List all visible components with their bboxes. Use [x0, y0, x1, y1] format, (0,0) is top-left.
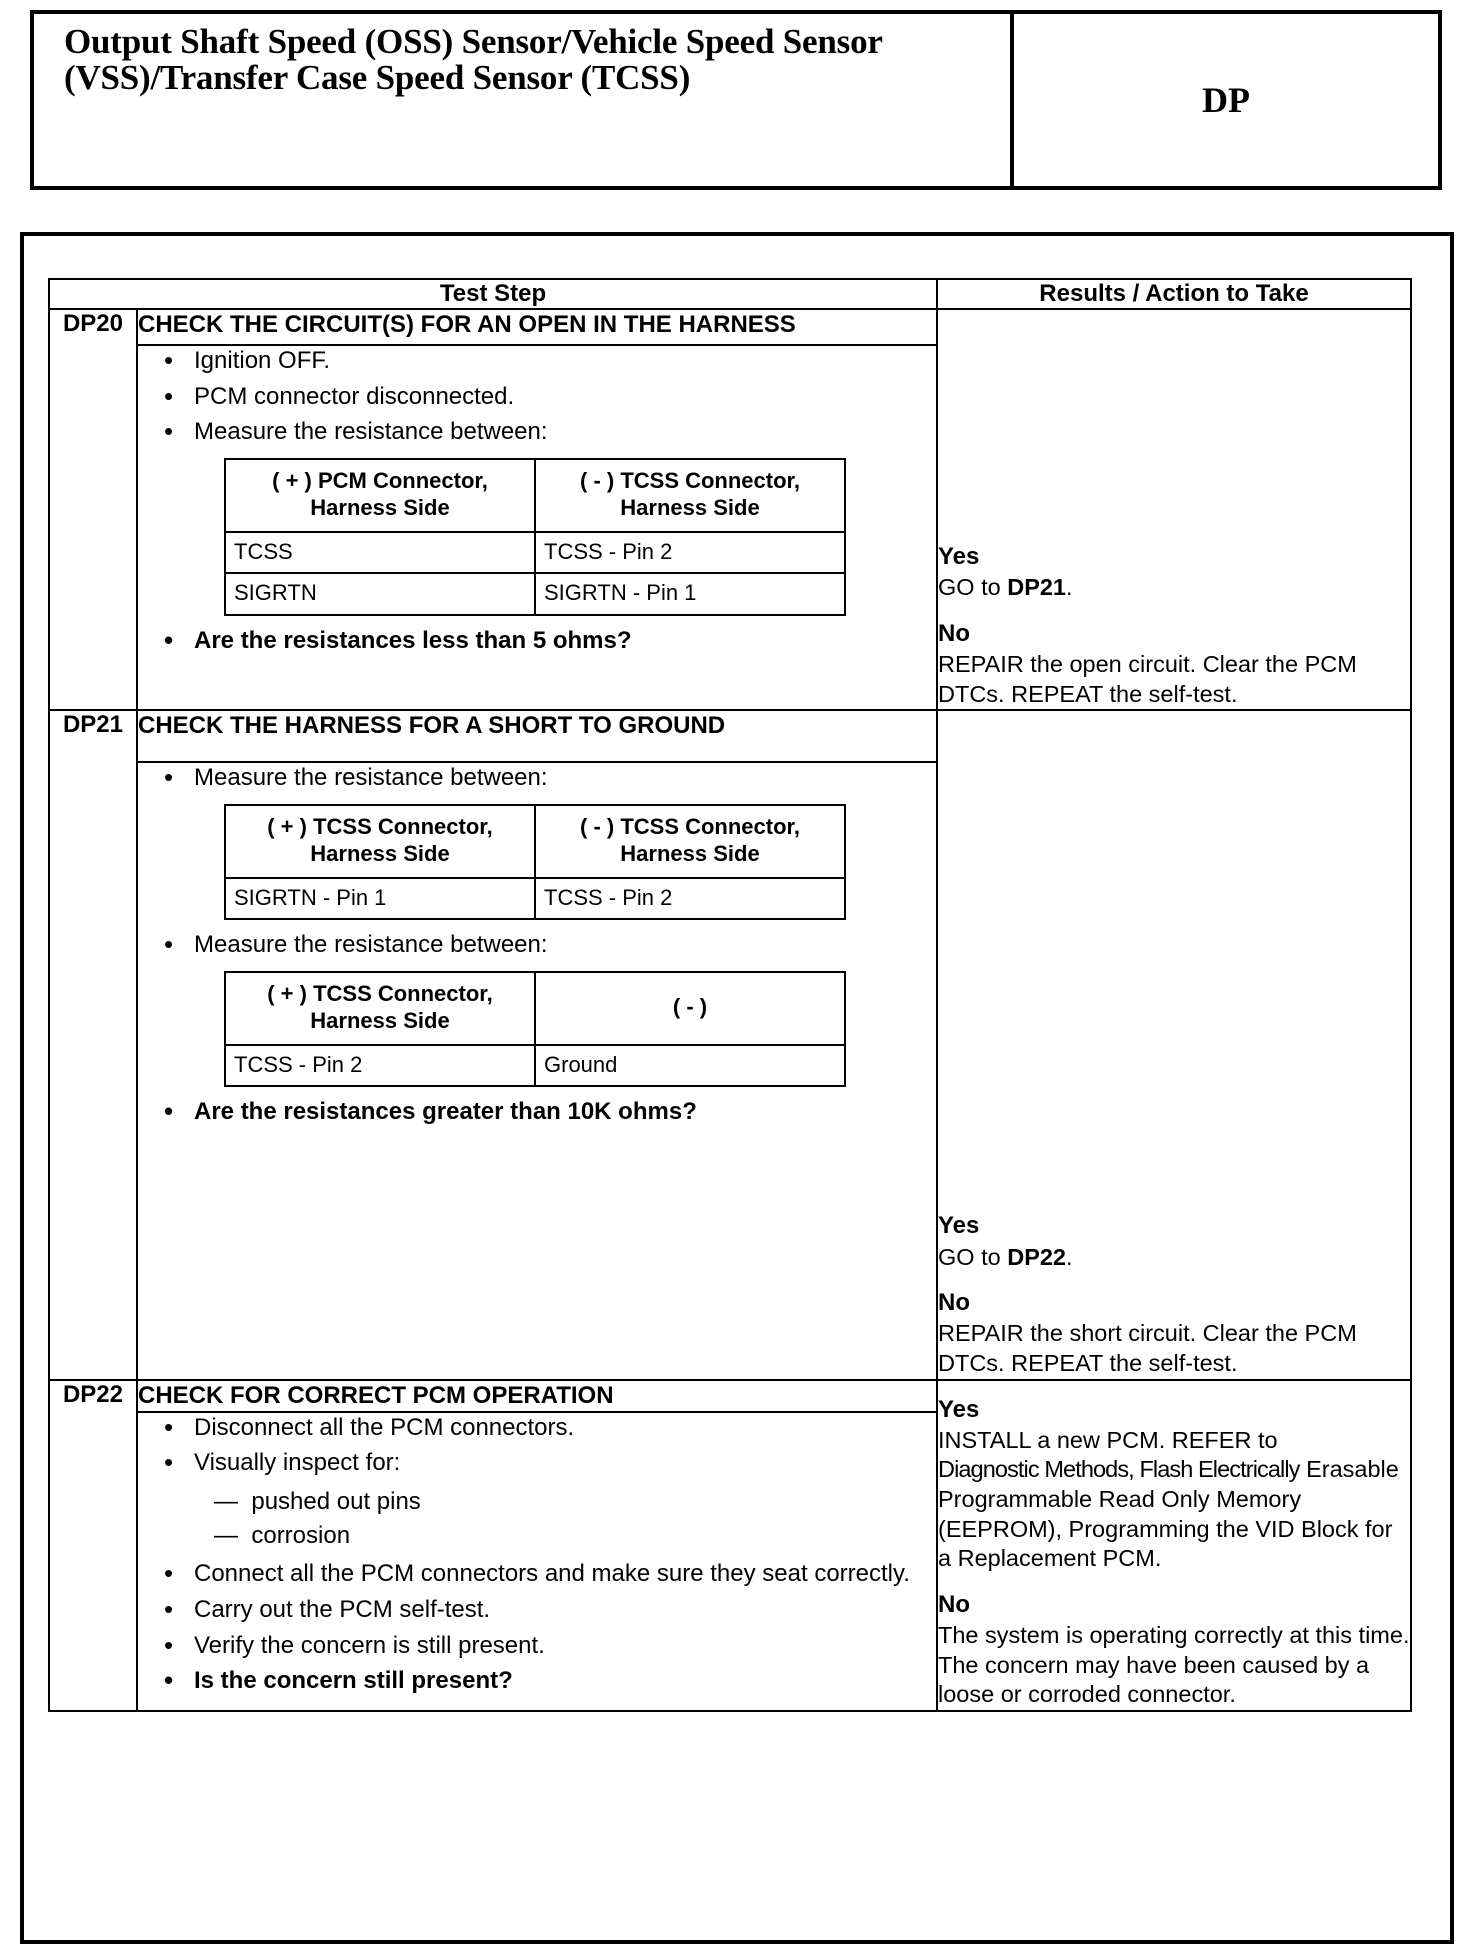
table-row — [225, 532, 845, 574]
table-row — [225, 1045, 845, 1087]
result-no-text-dp22: The system is operating correctly at this time. The concern may have been caused by a loose or corroded connector. — [938, 1622, 1410, 1708]
results-cell-dp22 — [937, 1380, 1411, 1711]
section-code: DP — [1202, 80, 1250, 120]
measure-table-dp20 — [224, 458, 846, 616]
question-list-dp20 — [138, 626, 936, 657]
measure-cell: TCSS - Pin 2 — [535, 532, 845, 574]
goto-target-dp22: DP22 — [1007, 1243, 1067, 1270]
result-no-label-dp21: No — [938, 1289, 970, 1317]
step-body-dp20 — [137, 345, 937, 710]
measure-cell: SIGRTN - Pin 1 — [225, 878, 535, 920]
page-body-frame — [20, 232, 1454, 1944]
question-list-dp21 — [138, 1097, 936, 1128]
measure-col2-header: ( - ) TCSS Connector, Harness Side — [535, 805, 845, 878]
result-no-text-dp21: REPAIR the short circuit. Clear the PCM DTCs. REPEAT the self-test. — [938, 1320, 1357, 1376]
measure-table-dp21-a — [224, 804, 846, 920]
list-item: • Measure the resistance between: — [138, 930, 936, 961]
measure-cell: Ground — [535, 1045, 845, 1087]
table-row — [225, 805, 845, 878]
list-item: — pushed out pins — [214, 1485, 936, 1519]
step-title-dp20: CHECK THE CIRCUIT(S) FOR AN OPEN IN THE HARNESS — [137, 309, 937, 345]
table-row — [225, 972, 845, 1045]
goto-suffix: . — [1066, 574, 1073, 601]
step-title-dp22: CHECK FOR CORRECT PCM OPERATION — [137, 1380, 937, 1412]
list-item: • Connect all the PCM connectors and make sure they seat correctly. — [138, 1559, 936, 1590]
table-row — [225, 573, 845, 615]
result-yes-text-dp21 — [938, 1243, 1410, 1273]
list-item: • Measure the resistance between: — [138, 763, 936, 794]
measure-col1-header: ( + ) TCSS Connector, Harness Side — [225, 972, 535, 1045]
result-yes-line2: Diagnostic Methods, Flash Electrically — [938, 1456, 1300, 1483]
result-yes-line3: Erasable Programmable Read Only Memory (EEPROM), Programming the VID Block for a Replacement PCM. — [938, 1456, 1399, 1572]
dash-list-dp22 — [138, 1485, 936, 1553]
result-no-label-dp20: No — [938, 619, 970, 647]
goto-suffix: . — [1066, 1243, 1073, 1270]
result-yes-line1: INSTALL a new PCM. REFER to — [938, 1426, 1278, 1453]
result-yes-label-dp20: Yes — [938, 543, 980, 570]
step-id-dp21: DP21 — [49, 710, 137, 1379]
spacer — [938, 1381, 1410, 1395]
goto-target-dp21: DP21 — [1007, 574, 1067, 601]
table-row — [49, 710, 1411, 762]
diagnostic-table — [48, 278, 1412, 1712]
measure-cell: TCSS — [225, 532, 535, 574]
bullet-list-dp22-b — [138, 1559, 936, 1697]
step-question-dp21: • Are the resistances greater than 10K ohms? — [138, 1097, 936, 1128]
list-item: — corrosion — [214, 1519, 936, 1553]
step-question-dp22: • Is the concern still present? — [138, 1666, 936, 1697]
table-row — [49, 1380, 1411, 1412]
measure-cell: SIGRTN - Pin 1 — [535, 573, 845, 615]
bullet-list-dp22-a — [138, 1413, 936, 1479]
measure-col2-header: ( - ) TCSS Connector, Harness Side — [535, 459, 845, 532]
measure-col2-header: ( - ) — [535, 972, 845, 1045]
result-yes-label-dp21: Yes — [938, 1212, 980, 1240]
list-item: • Carry out the PCM self-test. — [138, 1595, 936, 1626]
page-header — [30, 10, 1442, 190]
bullet-list-dp21-a — [138, 763, 936, 794]
list-item: • Visually inspect for: — [138, 1448, 936, 1479]
list-item: • PCM connector disconnected. — [138, 382, 936, 413]
measure-cell: SIGRTN — [225, 573, 535, 615]
column-header-results: Results / Action to Take — [937, 279, 1411, 309]
page-title: Output Shaft Speed (OSS) Sensor/Vehicle Speed Sensor (VSS)/Transfer Case Speed Sensor (TCSS) — [64, 22, 883, 97]
measure-table-dp21-b — [224, 971, 846, 1087]
measure-cell: TCSS - Pin 2 — [225, 1045, 535, 1087]
table-header-row — [49, 279, 1411, 309]
result-yes-text-dp20 — [938, 573, 1410, 603]
goto-prefix: GO to — [938, 574, 1008, 601]
list-item: • Measure the resistance between: — [138, 417, 936, 448]
measure-col1-header: ( + ) PCM Connector, Harness Side — [225, 459, 535, 532]
result-yes-label-dp22: Yes — [938, 1395, 980, 1423]
step-id-dp20: DP20 — [49, 309, 137, 710]
spacer — [938, 310, 1410, 542]
list-item: • Ignition OFF. — [138, 346, 936, 377]
results-cell-dp20 — [937, 309, 1411, 710]
step-body-dp22 — [137, 1412, 937, 1711]
measure-cell: TCSS - Pin 2 — [535, 878, 845, 920]
measure-col1-header: ( + ) TCSS Connector, Harness Side — [225, 805, 535, 878]
step-title-dp21: CHECK THE HARNESS FOR A SHORT TO GROUND — [137, 710, 937, 762]
list-item: • Disconnect all the PCM connectors. — [138, 1413, 936, 1444]
list-item: • Verify the concern is still present. — [138, 1631, 936, 1662]
result-yes-text-dp22 — [938, 1426, 1410, 1574]
table-row — [225, 878, 845, 920]
result-no-label-dp22: No — [938, 1590, 970, 1618]
spacer — [938, 711, 1410, 1211]
table-row — [225, 459, 845, 532]
table-row — [49, 309, 1411, 345]
result-no-text-dp20: REPAIR the open circuit. Clear the PCM DTCs. REPEAT the self-test. — [938, 651, 1357, 707]
bullet-list-dp21-b — [138, 930, 936, 961]
goto-prefix: GO to — [938, 1243, 1008, 1270]
step-question-dp20: • Are the resistances less than 5 ohms? — [138, 626, 936, 657]
results-cell-dp21 — [937, 710, 1411, 1379]
bullet-list-dp20 — [138, 346, 936, 448]
step-id-dp22: DP22 — [49, 1380, 137, 1711]
step-body-dp21 — [137, 762, 937, 1379]
column-header-test-step: Test Step — [49, 279, 937, 309]
